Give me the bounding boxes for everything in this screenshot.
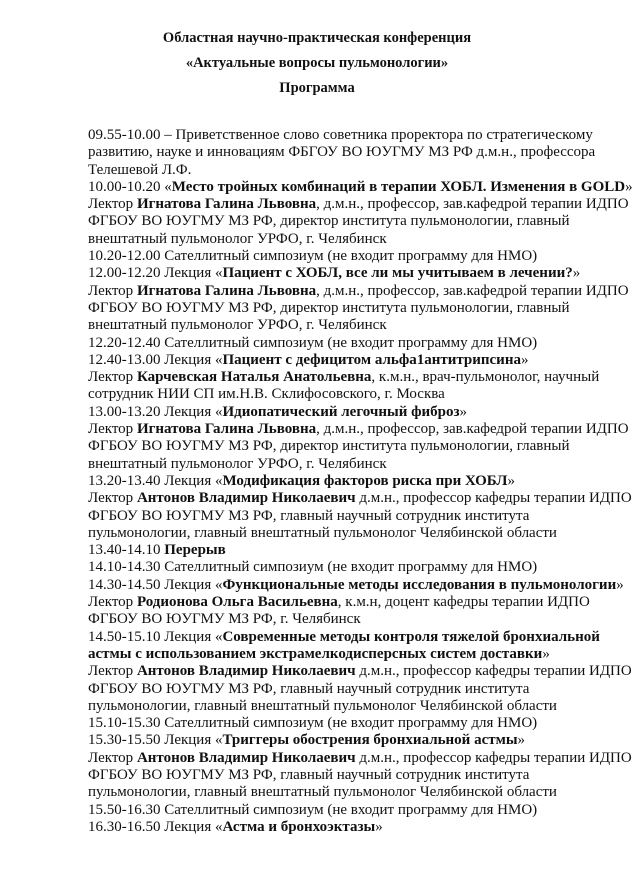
bold-text: Пациент с дефицитом альфа1антитрипсина <box>222 351 521 368</box>
program-line <box>88 300 633 317</box>
bold-text: астмы с использованием экстрамелкодисперсных систем доставки <box>88 645 543 662</box>
text: » <box>572 265 581 282</box>
program-line <box>88 784 633 801</box>
text: 14.10-14.30 Сателлитный симпозиум (не входит программу для НМО) <box>88 559 538 576</box>
text: 12.40-13.00 Лекция « <box>88 351 223 368</box>
bold-text: Антонов Владимир Николаевич <box>136 490 356 507</box>
program-line <box>88 248 633 265</box>
bold-text: Карчевская Наталья Анатольевна <box>136 369 372 386</box>
text: Лектор <box>88 282 137 299</box>
text: 14.50-15.10 Лекция « <box>88 628 223 645</box>
program-line <box>88 732 633 749</box>
bold-text: Функциональные методы исследования в пульмонологии <box>222 576 617 593</box>
program-line <box>88 663 633 680</box>
bold-text: Триггеры обострения бронхиальной астмы <box>222 732 518 749</box>
text: ФГБОУ ВО ЮУГМУ МЗ РФ, главный научный сотрудник института <box>88 507 530 524</box>
program-line <box>88 819 633 836</box>
text: , д.м.н., профессор, зав.кафедрой терапии ИДПО <box>316 421 629 438</box>
text: 10.00-10.20 « <box>88 178 172 195</box>
program-line <box>88 162 633 179</box>
bold-text: Место тройных комбинаций в терапии ХОБЛ. Изменения в GOLD <box>171 178 626 195</box>
program-line <box>88 144 633 161</box>
bold-text: Современные методы контроля тяжелой бронхиальной <box>222 628 600 645</box>
program-line <box>88 283 633 300</box>
text: , д.м.н., профессор, зав.кафедрой терапии ИДПО <box>316 196 629 213</box>
program-line <box>88 369 633 386</box>
text: 10.20-12.00 Сателлитный симпозиум (не входит программу для НМО) <box>88 248 538 265</box>
text: сотрудник НИИ СП им.Н.В. Склифосовского, г. Москва <box>88 386 445 403</box>
program-line <box>88 559 633 576</box>
text: Лектор <box>88 663 137 680</box>
program-line <box>88 265 633 282</box>
program-line <box>88 767 633 784</box>
text: ФГБОУ ВО ЮУГМУ МЗ РФ, г. Челябинск <box>88 611 361 628</box>
bold-text: Игнатова Галина Львовна <box>136 421 317 438</box>
bold-text: Игнатова Галина Львовна <box>136 282 317 299</box>
bold-text: Идиопатический легочный фиброз <box>222 403 460 420</box>
bold-text: Перерыв <box>164 542 226 559</box>
bold-text: Астма и бронхоэктазы <box>222 818 376 835</box>
program-line <box>88 317 633 334</box>
text: , к.м.н, доцент кафедры терапии ИДПО <box>337 594 590 611</box>
program-line <box>88 646 633 663</box>
program-line <box>88 438 633 455</box>
program-line <box>88 750 633 767</box>
text: » <box>517 732 526 749</box>
text: Лектор <box>88 749 137 766</box>
text: 12.00-12.20 Лекция « <box>88 265 223 282</box>
text: внештатный пульмонолог УРФО, г. Челябинск <box>88 455 387 472</box>
program-line <box>88 594 633 611</box>
text: Телешевой Л.Ф. <box>88 161 192 178</box>
program-line <box>88 629 633 646</box>
program-line <box>88 681 633 698</box>
bold-text: Антонов Владимир Николаевич <box>136 749 356 766</box>
text: ФГБОУ ВО ЮУГМУ МЗ РФ, директор института пульмонологии, главный <box>88 438 570 455</box>
text: внештатный пульмонолог УРФО, г. Челябинск <box>88 317 387 334</box>
text: Лектор <box>88 369 137 386</box>
text: Лектор <box>88 594 137 611</box>
program-line <box>88 611 633 628</box>
program-line <box>88 213 633 230</box>
program-line <box>88 179 633 196</box>
program-line <box>88 335 633 352</box>
text: 13.40-14.10 <box>88 542 165 559</box>
text: ФГБОУ ВО ЮУГМУ МЗ РФ, директор института пульмонологии, главный <box>88 213 570 230</box>
program-line <box>88 196 633 213</box>
text: » <box>616 576 624 593</box>
text: Лектор <box>88 196 137 213</box>
bold-text: Модификация факторов риска при ХОБЛ <box>222 472 508 489</box>
program-line <box>88 352 633 369</box>
text: » <box>459 403 467 420</box>
text: д.м.н., профессор кафедры терапии ИДПО <box>355 663 632 680</box>
program-line <box>88 490 633 507</box>
program-line <box>88 421 633 438</box>
text: д.м.н., профессор кафедры терапии ИДПО <box>355 490 632 507</box>
text: » <box>542 645 550 662</box>
text: ФГБОУ ВО ЮУГМУ МЗ РФ, директор института пульмонологии, главный <box>88 299 570 316</box>
conference-title: Областная научно-практическая конференция <box>162 30 472 46</box>
bold-text: Пациент с ХОБЛ, все ли мы учитываем в лечении? <box>222 265 573 282</box>
text: 15.10-15.30 Сателлитный симпозиум (не входит программу для НМО) <box>88 715 538 732</box>
text: пульмонологии, главный внештатный пульмонолог Челябинской области <box>88 697 557 714</box>
bold-text: Игнатова Галина Львовна <box>136 196 317 213</box>
bold-text: Антонов Владимир Николаевич <box>136 663 356 680</box>
conference-subtitle: «Актуальные вопросы пульмонологии» <box>185 55 449 71</box>
text: ФГБОУ ВО ЮУГМУ МЗ РФ, главный научный сотрудник института <box>88 680 530 697</box>
text: 12.20-12.40 Сателлитный симпозиум (не входит программу для НМО) <box>88 334 538 351</box>
program-schedule <box>88 127 633 836</box>
text: » <box>507 472 515 489</box>
program-line <box>88 525 633 542</box>
text: пульмонологии, главный внештатный пульмонолог Челябинской области <box>88 784 557 801</box>
text: 15.50-16.30 Сателлитный симпозиум (не входит программу для НМО) <box>88 801 538 818</box>
program-line <box>88 386 633 403</box>
text: 09.55-10.00 – Приветственное слово советника проректора по стратегическому <box>88 127 593 143</box>
program-line <box>88 508 633 525</box>
text: , к.м.н., врач-пульмонолог, научный <box>371 369 600 386</box>
text: развитию, науке и инновациям ФБГОУ ВО ЮУГМУ МЗ РФ д.м.н., профессора <box>88 144 596 161</box>
bold-text: Родионова Ольга Васильевна <box>136 594 338 611</box>
program-line <box>88 127 633 144</box>
program-line <box>88 698 633 715</box>
text: 16.30-16.50 Лекция « <box>88 818 223 835</box>
text: » <box>625 178 633 195</box>
text: пульмонологии, главный внештатный пульмонолог Челябинской области <box>88 524 557 541</box>
text: , д.м.н., профессор, зав.кафедрой терапии ИДПО <box>316 282 629 299</box>
text: Лектор <box>88 490 137 507</box>
text: 15.30-15.50 Лекция « <box>88 732 223 749</box>
text: 13.00-13.20 Лекция « <box>88 403 223 420</box>
text: ФГБОУ ВО ЮУГМУ МЗ РФ, главный научный сотрудник института <box>88 766 530 783</box>
program-line <box>88 802 633 819</box>
program-line <box>88 715 633 732</box>
program-heading: Программа <box>279 80 355 96</box>
program-line <box>88 542 633 559</box>
text: д.м.н., профессор кафедры терапии ИДПО <box>355 749 632 766</box>
program-line <box>88 577 633 594</box>
program-line <box>88 404 633 421</box>
text: Лектор <box>88 421 137 438</box>
text: » <box>375 818 383 835</box>
text: внештатный пульмонолог УРФО, г. Челябинск <box>88 230 387 247</box>
program-line <box>88 231 633 248</box>
program-line <box>88 456 633 473</box>
text: 13.20-13.40 Лекция « <box>88 472 223 489</box>
text: 14.30-14.50 Лекция « <box>88 576 223 593</box>
program-line <box>88 473 633 490</box>
text: » <box>520 351 529 368</box>
